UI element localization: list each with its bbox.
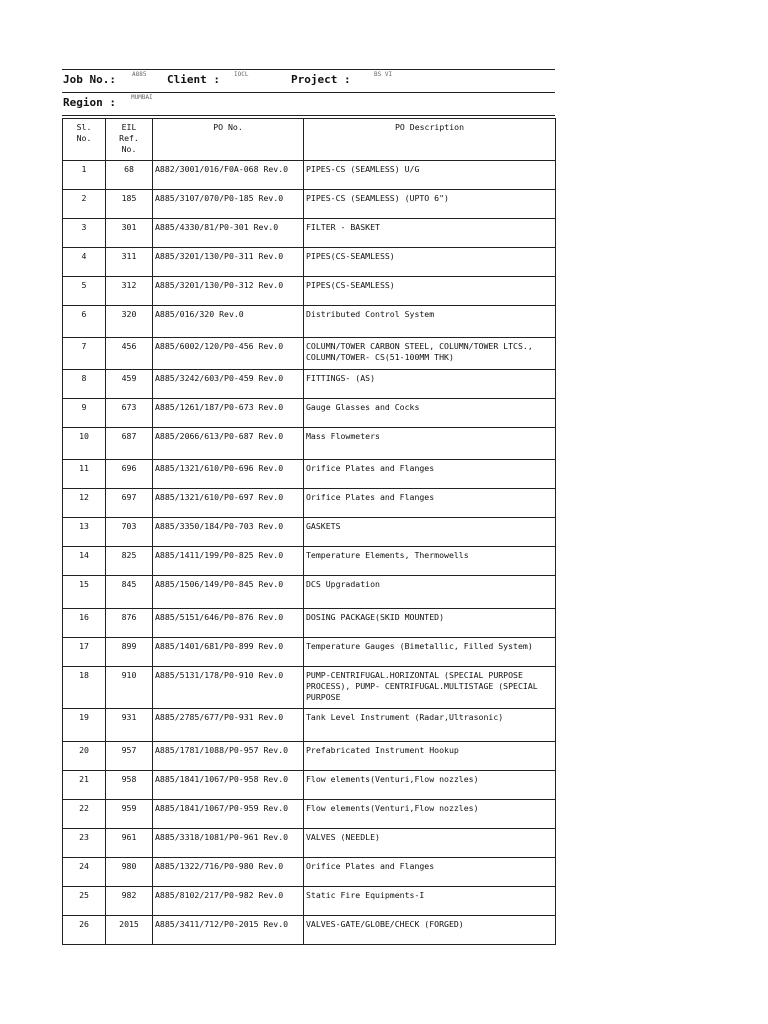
eil-ref-cell-text: 961 bbox=[121, 832, 137, 842]
table-row bbox=[63, 161, 556, 190]
po-description-cell-text: VALVES-GATE/GLOBE/CHECK (FORGED) bbox=[306, 919, 464, 929]
eil-ref-cell bbox=[106, 709, 153, 742]
sl-no-cell-text: 15 bbox=[79, 579, 89, 589]
po-number-cell bbox=[153, 709, 304, 742]
po-description-cell bbox=[304, 161, 556, 190]
client-label: Client : bbox=[167, 73, 220, 86]
sl-no-cell-text: 22 bbox=[79, 803, 89, 813]
table-header-row bbox=[63, 119, 556, 161]
po-number-cell bbox=[153, 370, 304, 399]
table-row bbox=[63, 219, 556, 248]
po-number-cell bbox=[153, 887, 304, 916]
po-description-cell bbox=[304, 887, 556, 916]
po-number-cell bbox=[153, 771, 304, 800]
eil-ref-cell bbox=[106, 338, 153, 370]
sl-no-cell bbox=[63, 709, 106, 742]
project-value: BS VI bbox=[374, 71, 393, 78]
po-description-cell-text: FITTINGS- (AS) bbox=[306, 373, 376, 383]
po-number-cell bbox=[153, 518, 304, 547]
sl-no-cell-text: 14 bbox=[79, 550, 89, 560]
sl-no-cell-text: 20 bbox=[79, 745, 89, 755]
po-description-cell-text: DCS Upgradation bbox=[306, 579, 380, 589]
po-number-cell bbox=[153, 576, 304, 609]
po-number-cell bbox=[153, 399, 304, 428]
eil-ref-cell bbox=[106, 609, 153, 638]
po-number-cell-text: A885/3411/712/P0-2015 Rev.0 bbox=[155, 919, 289, 929]
eil-ref-cell-text: 311 bbox=[121, 251, 137, 261]
sl-no-cell bbox=[63, 399, 106, 428]
eil-ref-cell-text: 910 bbox=[121, 670, 137, 680]
eil-ref-cell-text: 459 bbox=[121, 373, 137, 383]
table-row bbox=[63, 248, 556, 277]
table-row bbox=[63, 370, 556, 399]
sl-no-cell bbox=[63, 306, 106, 338]
po-number-cell-text: A885/1411/199/P0-825 Rev.0 bbox=[155, 550, 284, 560]
table-row bbox=[63, 399, 556, 428]
sl-no-cell bbox=[63, 370, 106, 399]
po-description-cell-text: GASKETS bbox=[306, 521, 341, 531]
sl-no-cell bbox=[63, 800, 106, 829]
sl-no-cell bbox=[63, 161, 106, 190]
po-description-cell bbox=[304, 219, 556, 248]
po-description-cell bbox=[304, 460, 556, 489]
sl-no-cell-text: 5 bbox=[81, 280, 87, 290]
po-number-cell bbox=[153, 219, 304, 248]
col-header-sl-no: Sl. No. bbox=[63, 119, 106, 161]
po-description-cell bbox=[304, 399, 556, 428]
sl-no-cell-text: 9 bbox=[81, 402, 87, 412]
po-description-cell bbox=[304, 771, 556, 800]
po-description-cell-text: Static Fire Equipments-I bbox=[306, 890, 425, 900]
sl-no-cell bbox=[63, 338, 106, 370]
po-number-cell-text: A885/8102/217/P0-982 Rev.0 bbox=[155, 890, 284, 900]
po-description-cell-text: Orifice Plates and Flanges bbox=[306, 492, 435, 502]
eil-ref-cell-text: 980 bbox=[121, 861, 137, 871]
eil-ref-cell bbox=[106, 576, 153, 609]
table-row bbox=[63, 858, 556, 887]
po-description-cell bbox=[304, 370, 556, 399]
po-number-cell bbox=[153, 460, 304, 489]
table-row bbox=[63, 887, 556, 916]
table-row bbox=[63, 609, 556, 638]
table-row bbox=[63, 338, 556, 370]
eil-ref-cell bbox=[106, 518, 153, 547]
table-row bbox=[63, 518, 556, 547]
job-label: Job No.: bbox=[63, 73, 116, 86]
sl-no-cell bbox=[63, 547, 106, 576]
table-row bbox=[63, 190, 556, 219]
sl-no-cell bbox=[63, 460, 106, 489]
po-description-cell-text: VALVES (NEEDLE) bbox=[306, 832, 380, 842]
eil-ref-cell-text: 320 bbox=[121, 309, 137, 319]
po-number-cell-text: A885/6002/120/P0-456 Rev.0 bbox=[155, 341, 284, 351]
sl-no-cell bbox=[63, 489, 106, 518]
eil-ref-cell bbox=[106, 489, 153, 518]
eil-ref-cell bbox=[106, 547, 153, 576]
po-number-cell-text: A885/016/320 Rev.0 bbox=[155, 309, 244, 319]
sl-no-cell bbox=[63, 829, 106, 858]
eil-ref-cell bbox=[106, 771, 153, 800]
sl-no-cell bbox=[63, 742, 106, 771]
po-number-cell bbox=[153, 489, 304, 518]
sl-no-cell-text: 1 bbox=[81, 164, 87, 174]
sl-no-cell-text: 7 bbox=[81, 341, 87, 351]
eil-ref-cell-text: 185 bbox=[121, 193, 137, 203]
po-number-cell bbox=[153, 248, 304, 277]
eil-ref-cell-text: 876 bbox=[121, 612, 137, 622]
eil-ref-cell-text: 825 bbox=[121, 550, 137, 560]
table-row bbox=[63, 428, 556, 460]
po-number-cell bbox=[153, 667, 304, 709]
eil-ref-cell bbox=[106, 219, 153, 248]
po-description-cell bbox=[304, 858, 556, 887]
eil-ref-cell-text: 958 bbox=[121, 774, 137, 784]
po-number-cell bbox=[153, 428, 304, 460]
po-description-cell bbox=[304, 190, 556, 219]
po-number-cell bbox=[153, 277, 304, 306]
col-header-eil-ref-no: EIL Ref. No. bbox=[106, 119, 153, 161]
po-description-cell-text: Flow elements(Venturi,Flow nozzles) bbox=[306, 803, 479, 813]
eil-ref-cell-text: 931 bbox=[121, 712, 137, 722]
po-description-cell-text: PIPES(CS-SEAMLESS) bbox=[306, 280, 395, 290]
po-description-cell bbox=[304, 338, 556, 370]
po-description-cell bbox=[304, 742, 556, 771]
table-row bbox=[63, 460, 556, 489]
po-description-cell bbox=[304, 518, 556, 547]
po-description-cell-text: Gauge Glasses and Cocks bbox=[306, 402, 420, 412]
sl-no-cell-text: 10 bbox=[79, 431, 89, 441]
sl-no-cell-text: 4 bbox=[81, 251, 87, 261]
po-description-cell bbox=[304, 489, 556, 518]
po-description-cell-text: Prefabricated Instrument Hookup bbox=[306, 745, 459, 755]
po-number-cell-text: A885/5131/178/P0-910 Rev.0 bbox=[155, 670, 284, 680]
sl-no-cell bbox=[63, 277, 106, 306]
eil-ref-cell-text: 957 bbox=[121, 745, 137, 755]
po-description-cell bbox=[304, 916, 556, 945]
region-value: MUMBAI bbox=[131, 94, 153, 101]
sl-no-cell-text: 19 bbox=[79, 712, 89, 722]
po-number-cell bbox=[153, 306, 304, 338]
sl-no-cell bbox=[63, 248, 106, 277]
sl-no-cell bbox=[63, 887, 106, 916]
eil-ref-cell-text: 959 bbox=[121, 803, 137, 813]
po-description-cell-text: Temperature Gauges (Bimetallic, Filled System) bbox=[306, 641, 533, 651]
sl-no-cell bbox=[63, 428, 106, 460]
table-row bbox=[63, 800, 556, 829]
project-label: Project : bbox=[291, 73, 351, 86]
sl-no-cell-text: 12 bbox=[79, 492, 89, 502]
table-row bbox=[63, 277, 556, 306]
sl-no-cell bbox=[63, 916, 106, 945]
sl-no-cell-text: 24 bbox=[79, 861, 89, 871]
job-value: A885 bbox=[132, 71, 147, 78]
sl-no-cell bbox=[63, 518, 106, 547]
po-number-cell bbox=[153, 742, 304, 771]
eil-ref-cell bbox=[106, 370, 153, 399]
sl-no-cell-text: 2 bbox=[81, 193, 87, 203]
sl-no-cell-text: 17 bbox=[79, 641, 89, 651]
region-label: Region : bbox=[63, 96, 116, 109]
eil-ref-cell bbox=[106, 916, 153, 945]
po-description-cell bbox=[304, 800, 556, 829]
eil-ref-cell bbox=[106, 800, 153, 829]
sl-no-cell bbox=[63, 190, 106, 219]
sl-no-cell-text: 26 bbox=[79, 919, 89, 929]
po-number-cell-text: A885/1261/187/P0-673 Rev.0 bbox=[155, 402, 284, 412]
sl-no-cell-text: 23 bbox=[79, 832, 89, 842]
eil-ref-cell bbox=[106, 161, 153, 190]
table-row bbox=[63, 742, 556, 771]
po-number-cell bbox=[153, 800, 304, 829]
eil-ref-cell bbox=[106, 638, 153, 667]
eil-ref-cell-text: 687 bbox=[121, 431, 137, 441]
po-number-cell bbox=[153, 547, 304, 576]
po-number-cell-text: A885/1401/681/P0-899 Rev.0 bbox=[155, 641, 284, 651]
table-row bbox=[63, 576, 556, 609]
po-table bbox=[62, 118, 556, 945]
eil-ref-cell-text: 312 bbox=[121, 280, 137, 290]
po-description-cell-text: DOSING PACKAGE(SKID MOUNTED) bbox=[306, 612, 445, 622]
po-description-cell-text: Distributed Control System bbox=[306, 309, 435, 319]
po-number-cell-text: A882/3001/016/F0A-068 Rev.0 bbox=[155, 164, 289, 174]
po-number-cell-text: A885/3201/130/P0-311 Rev.0 bbox=[155, 251, 284, 261]
table-row bbox=[63, 709, 556, 742]
eil-ref-cell-text: 696 bbox=[121, 463, 137, 473]
po-number-cell bbox=[153, 609, 304, 638]
po-description-cell bbox=[304, 428, 556, 460]
po-description-cell bbox=[304, 709, 556, 742]
eil-ref-cell bbox=[106, 742, 153, 771]
po-description-cell-text: PIPES-CS (SEAMLESS) U/G bbox=[306, 164, 420, 174]
sl-no-cell-text: 8 bbox=[81, 373, 87, 383]
eil-ref-cell-text: 2015 bbox=[119, 919, 139, 929]
eil-ref-cell-text: 697 bbox=[121, 492, 137, 502]
po-number-cell bbox=[153, 338, 304, 370]
po-description-cell-text: PUMP-CENTRIFUGAL.HORIZONTAL (SPECIAL PURPOSE PROCESS), PUMP- CENTRIFUGAL.MULTISTAGE (SPECIAL PURPOSE bbox=[306, 670, 538, 702]
po-description-cell-text: Tank Level Instrument (Radar,Ultrasonic) bbox=[306, 712, 504, 722]
sl-no-cell bbox=[63, 576, 106, 609]
po-number-cell bbox=[153, 190, 304, 219]
po-number-cell bbox=[153, 161, 304, 190]
sl-no-cell bbox=[63, 638, 106, 667]
po-description-cell-text: PIPES(CS-SEAMLESS) bbox=[306, 251, 395, 261]
po-number-cell-text: A885/1841/1067/P0-958 Rev.0 bbox=[155, 774, 289, 784]
po-number-cell-text: A885/1781/1088/P0-957 Rev.0 bbox=[155, 745, 289, 755]
eil-ref-cell bbox=[106, 248, 153, 277]
eil-ref-cell-text: 982 bbox=[121, 890, 137, 900]
sl-no-cell bbox=[63, 219, 106, 248]
eil-ref-cell bbox=[106, 887, 153, 916]
sl-no-cell-text: 25 bbox=[79, 890, 89, 900]
sl-no-cell-text: 21 bbox=[79, 774, 89, 784]
eil-ref-cell bbox=[106, 460, 153, 489]
client-value: IOCL bbox=[234, 71, 249, 78]
po-description-cell-text: Mass Flowmeters bbox=[306, 431, 380, 441]
table-row bbox=[63, 916, 556, 945]
po-number-cell-text: A885/4330/81/P0-301 Rev.0 bbox=[155, 222, 279, 232]
po-number-cell bbox=[153, 829, 304, 858]
table-row bbox=[63, 667, 556, 709]
po-number-cell bbox=[153, 916, 304, 945]
po-number-cell-text: A885/3107/070/P0-185 Rev.0 bbox=[155, 193, 284, 203]
sl-no-cell-text: 3 bbox=[81, 222, 87, 232]
table-row bbox=[63, 547, 556, 576]
po-description-cell bbox=[304, 248, 556, 277]
eil-ref-cell-text: 673 bbox=[121, 402, 137, 412]
po-number-cell-text: A885/1321/610/P0-697 Rev.0 bbox=[155, 492, 284, 502]
po-description-cell-text: PIPES-CS (SEAMLESS) (UPTO 6") bbox=[306, 193, 449, 203]
po-number-cell-text: A885/3201/130/P0-312 Rev.0 bbox=[155, 280, 284, 290]
po-number-cell-text: A885/2785/677/P0-931 Rev.0 bbox=[155, 712, 284, 722]
po-description-cell bbox=[304, 277, 556, 306]
eil-ref-cell bbox=[106, 190, 153, 219]
sl-no-cell-text: 13 bbox=[79, 521, 89, 531]
po-description-cell-text: FILTER - BASKET bbox=[306, 222, 380, 232]
po-description-cell-text: Orifice Plates and Flanges bbox=[306, 861, 435, 871]
po-description-cell bbox=[304, 306, 556, 338]
eil-ref-cell bbox=[106, 399, 153, 428]
po-description-cell bbox=[304, 638, 556, 667]
eil-ref-cell bbox=[106, 306, 153, 338]
table-row bbox=[63, 306, 556, 338]
po-description-cell-text: Orifice Plates and Flanges bbox=[306, 463, 435, 473]
po-number-cell bbox=[153, 638, 304, 667]
eil-ref-cell-text: 899 bbox=[121, 641, 137, 651]
eil-ref-cell-text: 845 bbox=[121, 579, 137, 589]
table-row bbox=[63, 771, 556, 800]
sl-no-cell bbox=[63, 667, 106, 709]
eil-ref-cell-text: 456 bbox=[121, 341, 137, 351]
sl-no-cell-text: 16 bbox=[79, 612, 89, 622]
po-number-cell-text: A885/1506/149/P0-845 Rev.0 bbox=[155, 579, 284, 589]
po-description-cell-text: COLUMN/TOWER CARBON STEEL, COLUMN/TOWER LTCS., COLUMN/TOWER- CS(51-100MM THK) bbox=[306, 341, 533, 362]
po-number-cell-text: A885/3318/1081/P0-961 Rev.0 bbox=[155, 832, 289, 842]
sl-no-cell-text: 6 bbox=[81, 309, 87, 319]
eil-ref-cell-text: 301 bbox=[121, 222, 137, 232]
sl-no-cell-text: 18 bbox=[79, 670, 89, 680]
eil-ref-cell bbox=[106, 277, 153, 306]
region-row bbox=[62, 93, 555, 116]
eil-ref-cell bbox=[106, 858, 153, 887]
eil-ref-cell bbox=[106, 428, 153, 460]
po-number-cell-text: A885/3350/184/P0-703 Rev.0 bbox=[155, 521, 284, 531]
col-header-po-no: PO No. bbox=[153, 119, 304, 161]
po-description-cell bbox=[304, 576, 556, 609]
sl-no-cell-text: 11 bbox=[79, 463, 89, 473]
eil-ref-cell bbox=[106, 667, 153, 709]
po-description-cell bbox=[304, 547, 556, 576]
po-description-cell-text: Temperature Elements, Thermowells bbox=[306, 550, 469, 560]
table-row bbox=[63, 829, 556, 858]
table-row bbox=[63, 638, 556, 667]
po-description-cell bbox=[304, 667, 556, 709]
header-row bbox=[62, 69, 555, 93]
po-number-cell bbox=[153, 858, 304, 887]
eil-ref-cell-text: 68 bbox=[124, 164, 134, 174]
po-number-cell-text: A885/5151/646/P0-876 Rev.0 bbox=[155, 612, 284, 622]
po-number-cell-text: A885/1841/1067/P0-959 Rev.0 bbox=[155, 803, 289, 813]
eil-ref-cell bbox=[106, 829, 153, 858]
po-number-cell-text: A885/1322/716/P0-980 Rev.0 bbox=[155, 861, 284, 871]
table-row bbox=[63, 489, 556, 518]
eil-ref-cell-text: 703 bbox=[121, 521, 137, 531]
po-description-cell bbox=[304, 609, 556, 638]
sl-no-cell bbox=[63, 771, 106, 800]
col-header-po-description: PO Description bbox=[304, 119, 556, 161]
po-description-cell bbox=[304, 829, 556, 858]
po-number-cell-text: A885/2066/613/P0-687 Rev.0 bbox=[155, 431, 284, 441]
po-description-cell-text: Flow elements(Venturi,Flow nozzles) bbox=[306, 774, 479, 784]
po-number-cell-text: A885/3242/603/P0-459 Rev.0 bbox=[155, 373, 284, 383]
po-number-cell-text: A885/1321/610/P0-696 Rev.0 bbox=[155, 463, 284, 473]
sl-no-cell bbox=[63, 858, 106, 887]
sl-no-cell bbox=[63, 609, 106, 638]
document-sheet bbox=[62, 69, 555, 945]
